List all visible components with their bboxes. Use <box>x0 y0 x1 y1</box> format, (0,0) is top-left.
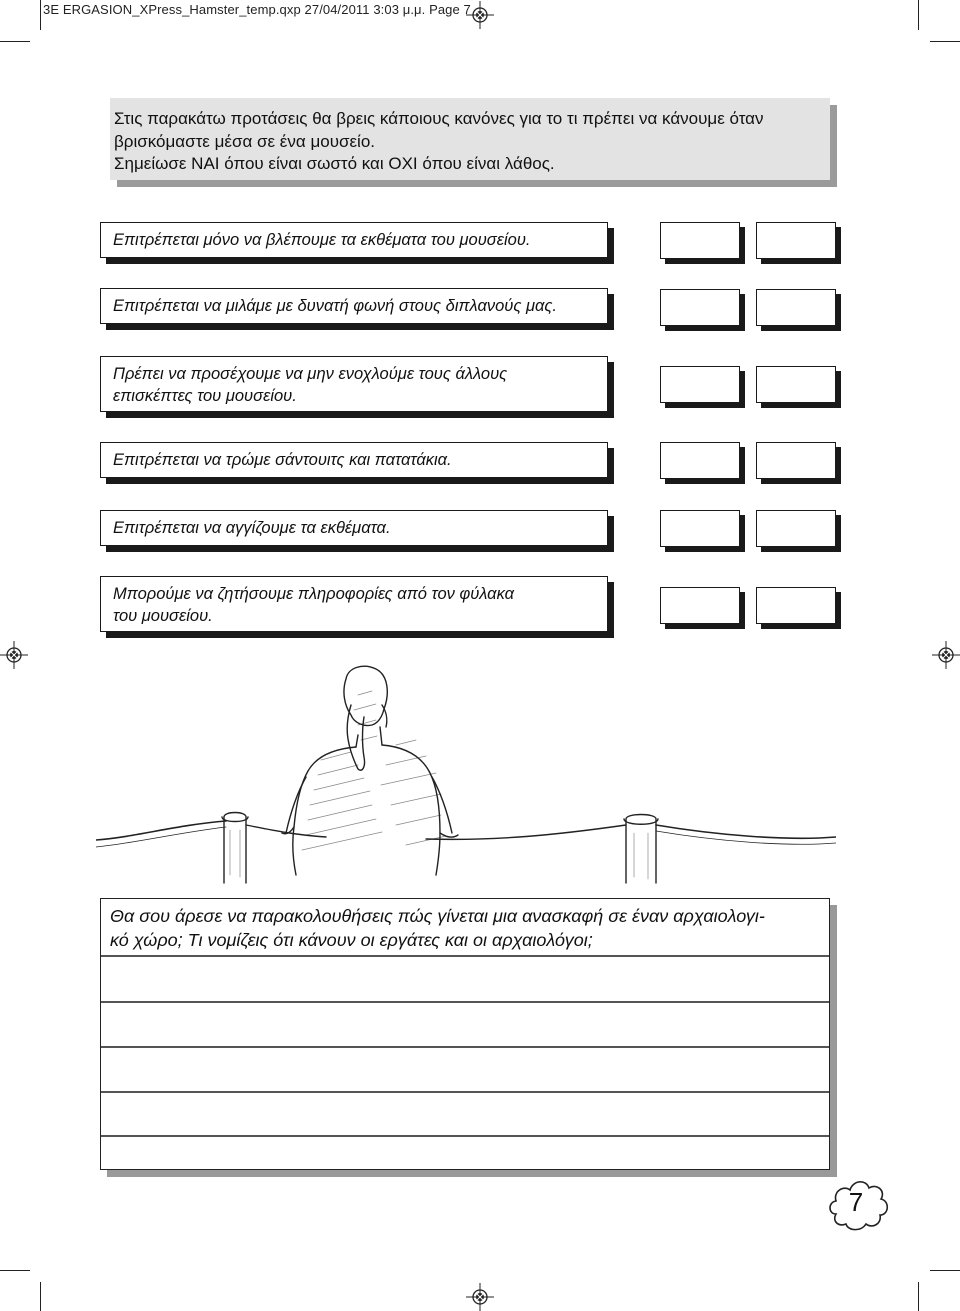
crop-mark <box>0 1270 30 1271</box>
answer-field[interactable] <box>660 366 740 403</box>
no-answer-box[interactable] <box>756 222 836 259</box>
answer-field[interactable] <box>756 366 836 403</box>
statement-line: Επιτρέπεται να αγγίζουμε τα εκθέματα. <box>113 519 391 537</box>
no-answer-box[interactable] <box>756 366 836 403</box>
answer-field[interactable] <box>660 222 740 259</box>
statement-line: Πρέπει να προσέχουμε να μην ενοχλούμε τους άλλους <box>113 365 508 383</box>
statement-box <box>100 510 608 546</box>
statement-box <box>100 576 608 632</box>
statement-line: Επιτρέπεται να τρώμε σάντουιτς και πατατάκια. <box>113 451 452 469</box>
question-box-face <box>100 898 830 1170</box>
print-slug: 3E ERGASION_XPress_Hamster_temp.qxp 27/04/2011 3:03 μ.μ. Page 7 <box>43 2 471 17</box>
page-number-badge <box>826 1174 892 1234</box>
statement-line: του μουσείου. <box>113 607 213 625</box>
statement-box <box>100 356 608 412</box>
question-line: Θα σου άρεσε να παρακολουθήσεις πώς γίνεται μια ανασκαφή σε έναν αρχαιολογι- <box>110 906 765 926</box>
answer-field[interactable] <box>756 222 836 259</box>
answer-field[interactable] <box>756 510 836 547</box>
instructions-text <box>110 98 830 180</box>
statement-text <box>100 288 608 324</box>
question-line: κό χώρο; Τι νομίζεις ότι κάνουν οι εργάτες και οι αρχαιολόγοι; <box>110 930 593 950</box>
crop-mark <box>0 41 30 42</box>
statement-text <box>100 222 608 258</box>
question-box <box>100 898 830 1170</box>
statement-line: Επιτρέπεται να μιλάμε με δυνατή φωνή στους διπλανούς μας. <box>113 297 558 315</box>
statement-box <box>100 442 608 478</box>
statement-box <box>100 288 608 324</box>
museum-visitor-illustration <box>96 665 836 885</box>
answer-field[interactable] <box>756 442 836 479</box>
answer-field[interactable] <box>660 289 740 326</box>
no-answer-box[interactable] <box>756 587 836 624</box>
answer-field[interactable] <box>756 289 836 326</box>
statement-line: Μπορούμε να ζητήσουμε πληροφορίες από τον φύλακα <box>113 585 515 603</box>
answer-field[interactable] <box>756 587 836 624</box>
statement-box <box>100 222 608 258</box>
crop-mark <box>930 41 960 42</box>
yes-answer-box[interactable] <box>660 442 740 479</box>
statement-text <box>100 510 608 546</box>
yes-answer-box[interactable] <box>660 587 740 624</box>
no-answer-box[interactable] <box>756 289 836 326</box>
crop-mark <box>40 1282 41 1311</box>
statement-text <box>100 442 608 478</box>
registration-mark-icon <box>0 641 28 669</box>
instructions-line: Σημείωσε ΝΑΙ όπου είναι σωστό και ΟΧΙ όπου είναι λάθος. <box>114 154 555 173</box>
yes-answer-box[interactable] <box>660 289 740 326</box>
answer-line[interactable] <box>101 1091 829 1093</box>
crop-mark <box>40 0 41 30</box>
instructions-box <box>110 98 830 180</box>
answer-field[interactable] <box>660 587 740 624</box>
statement-line: Επιτρέπεται μόνο να βλέπουμε τα εκθέματα του μουσείου. <box>113 231 531 249</box>
answer-line[interactable] <box>101 1046 829 1048</box>
answer-line[interactable] <box>101 1135 829 1137</box>
answer-line[interactable] <box>101 1001 829 1003</box>
statement-text <box>100 356 608 412</box>
no-answer-box[interactable] <box>756 510 836 547</box>
answer-field[interactable] <box>660 442 740 479</box>
yes-answer-box[interactable] <box>660 222 740 259</box>
registration-mark-icon <box>466 1 494 29</box>
answer-field[interactable] <box>660 510 740 547</box>
page-number: 7 <box>848 1187 864 1217</box>
yes-answer-box[interactable] <box>660 510 740 547</box>
statement-line: επισκέπτες του μουσείου. <box>113 387 297 405</box>
answer-line[interactable] <box>101 955 829 957</box>
crop-mark <box>918 0 919 30</box>
yes-answer-box[interactable] <box>660 366 740 403</box>
statement-text <box>100 576 608 632</box>
instructions-line: βρισκόμαστε μέσα σε ένα μουσείο. <box>114 131 376 151</box>
instructions-line: Στις παρακάτω προτάσεις θα βρεις κάποιους κανόνες για το τι πρέπει να κάνουμε όταν <box>114 109 764 128</box>
registration-mark-icon <box>932 641 960 669</box>
question-text <box>110 904 821 952</box>
registration-mark-icon <box>466 1283 494 1311</box>
crop-mark <box>918 1282 919 1311</box>
no-answer-box[interactable] <box>756 442 836 479</box>
crop-mark <box>930 1270 960 1271</box>
